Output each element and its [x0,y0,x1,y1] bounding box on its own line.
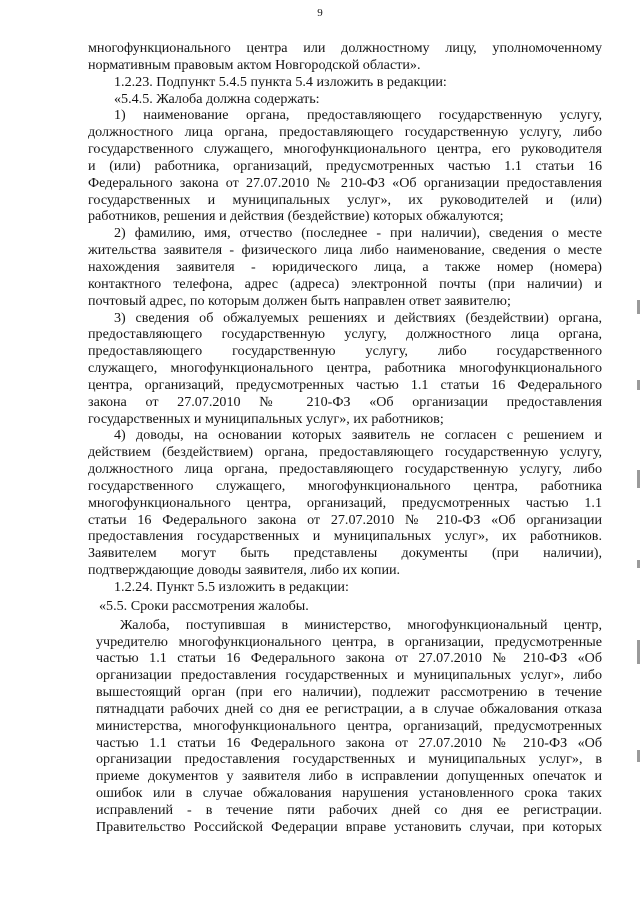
text-line: нахождения заявителя - юридического лица, а также номер (номера) [88,258,602,275]
text-line: Жалоба, поступившая в министерство, многофункциональный центр, [120,616,602,633]
text-line: Федерального закона от 27.07.2010 № 210-ФЗ «Об организации предоставления [88,174,602,191]
text-line: предоставляющего государственную услугу, либо государственного [88,343,602,360]
text-line: 1) наименование органа, предоставляющего государственную услугу, [114,107,602,124]
text-line: государственного служащего, многофункционального центра, его руководителя [88,141,602,158]
page-number: 9 [317,7,323,19]
text-line: министерства, многофункционального центра, организаций, предусмотренных [96,717,602,734]
text-line: 3) сведения об обжалуемых решениях и действиях (бездействии) органа, [114,309,602,326]
text-line: организации предоставления государственных и муниципальных услуг», в [96,751,602,768]
text-line: пятнадцати рабочих дней со дня ее регистрации, а в случае обжалования отказа [96,700,602,717]
text-line: Правительство Российской Федерации вправе установить случаи, при которых [96,818,602,835]
text-line: 1.2.23. Подпункт 5.4.5 пункта 5.4 изложить в редакции: [114,73,447,90]
text-line: частью 1.1 статьи 16 Федерального закона от 27.07.2010 № 210-ФЗ «Об [96,650,602,667]
text-line: государственного служащего, многофункционального центра, работника [88,477,602,494]
text-line: приеме документов у заявителя либо в исправлении допущенных опечаток и [96,768,602,785]
text-line: 2) фамилию, имя, отчество (последнее - при наличии), сведения о месте [114,225,602,242]
text-line: действием (бездействием) органа, предоставляющего государственную услугу, [88,444,602,461]
text-line: почтовый адрес, по которым должен быть направлен ответ заявителю; [88,292,511,309]
text-line: исправлений - в течение пяти рабочих дней со дня ее регистрации. [96,801,602,818]
text-line: работников, решения и действия (бездействие) которых обжалуются; [88,208,504,225]
text-line: и (или) работника, организаций, предусмотренных частью 1.1 статьи 16 [88,157,602,174]
document-body [88,40,602,836]
text-line: предоставляющего государственную услугу, должностного лица органа, [88,326,602,343]
text-line: центра, организаций, предусмотренных частью 1.1 статьи 16 Федерального [88,376,602,393]
text-line: закона от 27.07.2010 № 210-ФЗ «Об организации предоставления [88,393,602,410]
text-line: «5.4.5. Жалоба должна содержать: [114,90,320,107]
text-line: предоставления государственных и муниципальных услуг», их работников. [88,528,602,545]
scan-edge-marks [636,0,640,905]
text-line: вышестоящий орган (при его наличии), подлежит рассмотрению в течение [96,684,602,701]
text-line: должностного лица органа, предоставляющего государственную услугу, либо [88,124,602,141]
text-line: многофункционального центра, организаций, предусмотренных частью 1.1 [88,494,602,511]
text-line: статьи 16 Федерального закона от 27.07.2010 № 210-ФЗ «Об организации [88,511,602,528]
text-line: 1.2.24. Пункт 5.5 изложить в редакции: [114,579,349,595]
text-line: частью 1.1 статьи 16 Федерального закона от 27.07.2010 № 210-ФЗ «Об [96,734,602,751]
text-line: подтверждающие доводы заявителя, либо их копии. [88,562,401,579]
text-line: Заявителем могут быть представлены документы (при наличии), [88,545,602,562]
text-line: государственных и муниципальных услуг», их руководителей и (или) [88,191,602,208]
text-line: учредителю многофункционального центра, в организации, предусмотренные [96,633,602,650]
text-line: «5.5. Сроки рассмотрения жалобы. [99,597,309,614]
text-line: государственных и муниципальных услуг», их работников; [88,410,444,427]
text-line: организации предоставления государственных и муниципальных услуг», либо [96,667,602,684]
text-line: 4) доводы, на основании которых заявитель не согласен с решением и [114,427,602,444]
text-line: многофункционального центра или должностному лицу, уполномоченному [88,40,602,56]
text-line: жительства заявителя - физического лица либо наименование, сведения о месте [88,242,602,259]
text-line: ошибок или в случае обжалования нарушения установленного срока таких [96,785,602,802]
text-line: служащего, многофункционального центра, работника многофункционального [88,360,602,377]
text-line: должностного лица органа, предоставляющего государственную услугу, либо [88,461,602,478]
text-line: нормативным правовым актом Новгородской области». [88,56,421,73]
text-line: контактного телефона, адрес (адреса) электронной почты (при наличии) и [88,275,602,292]
